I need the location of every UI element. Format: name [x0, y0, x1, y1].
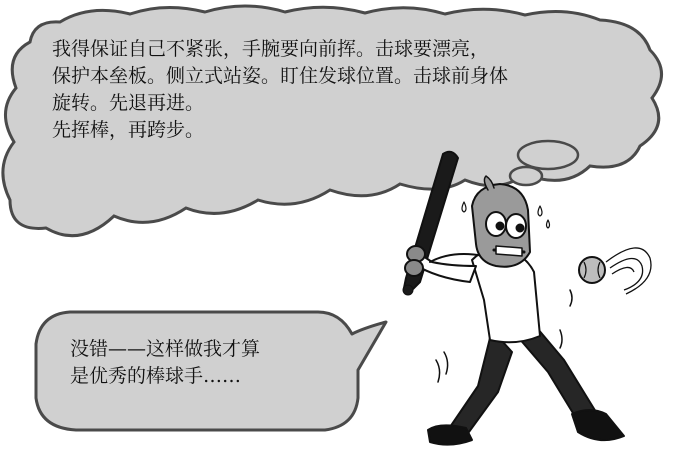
speech-line: 是优秀的棒球手……: [70, 365, 242, 387]
baseball-player-illustration: [403, 152, 624, 445]
speech-line: 没错——这样做我才算: [70, 338, 261, 360]
baseball-illustration: [579, 248, 651, 294]
thought-line: 保护本垒板。侧立式站姿。盯住发球位置。击球前身体: [52, 65, 509, 87]
thought-line: 我得保证自己不紧张，手腕要向前挥。击球要漂亮，: [52, 38, 490, 60]
thought-line: 先挥棒，再跨步。: [52, 119, 205, 141]
speech-bubble-text: [70, 336, 330, 390]
thought-bubble-text: [52, 36, 642, 144]
thought-line: 旋转。先退再进。: [52, 92, 205, 114]
